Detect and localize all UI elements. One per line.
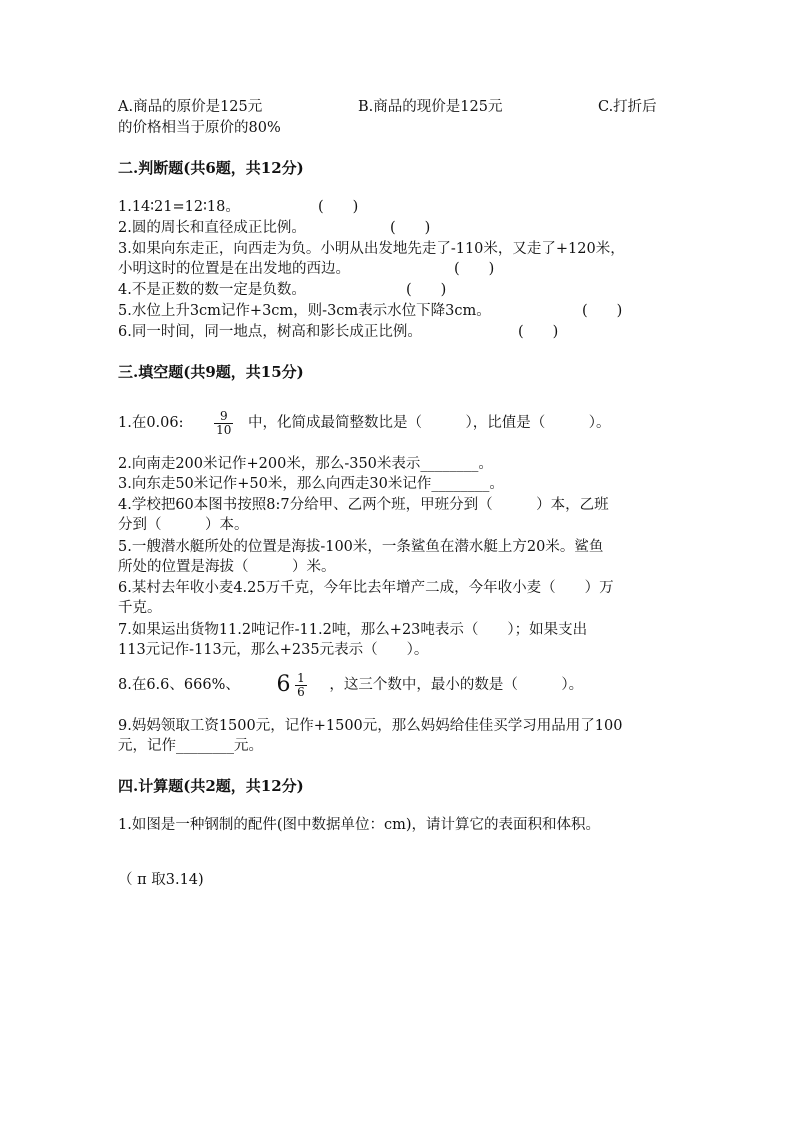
fill-q7-line2: 113元记作-113元，那么+235元表示（ ）。: [118, 642, 429, 658]
fill-q4-line1: 4.学校把60本图书按照8:7分给甲、乙两个班，甲班分到（ ）本，乙班: [118, 497, 609, 513]
fill-q5-line2: 所处的位置是海拔（ ）米。: [118, 559, 336, 575]
judge-q6: [118, 322, 559, 342]
fraction-numerator: 9: [219, 408, 228, 423]
fraction-denominator: 10: [216, 422, 232, 437]
judge-q2-answer[interactable]: ( ): [390, 220, 431, 236]
judge-q6-answer[interactable]: ( ): [518, 324, 559, 340]
section-4-title: 四.计算题(共2题，共12分): [118, 777, 304, 795]
fill-q9-line1: 9.妈妈领取工资1500元，记作+1500元，那么妈妈给佳佳买学习用品用了100: [118, 718, 623, 734]
fill-q1: [118, 408, 611, 438]
fill-q6-line1: 6.某村去年收小麦4.25万千克，今年比去年增产二成，今年收小麦（ ）万: [118, 580, 614, 596]
mixed-fraction: [295, 672, 307, 699]
judge-q2-text: 2.圆的周长和直径成正比例。: [118, 220, 306, 236]
fill-q8: [118, 670, 583, 700]
judge-q4-answer[interactable]: ( ): [406, 282, 447, 298]
fill-q5-line1: 5.一艘潜水艇所处的位置是海拔-100米，一条鲨鱼在潜水艇上方20米。鲨鱼: [118, 539, 604, 555]
judge-q1: [118, 197, 359, 217]
mixed-number: [276, 670, 306, 700]
fraction-9-10: [214, 410, 233, 437]
fill-q6-line2: 千克。: [118, 600, 162, 616]
mixed-whole: 6: [276, 672, 291, 697]
fill-q1-post: 中，化简成最简整数比是（ ），比值是（ ）。: [248, 415, 611, 431]
judge-q3-line2: [118, 259, 495, 279]
judge-q6-text: 6.同一时间，同一地点，树高和影长成正比例。: [118, 324, 422, 340]
fill-q7-line1: 7.如果运出货物11.2吨记作-11.2吨，那么+23吨表示（ ）；如果支出: [118, 622, 588, 638]
fill-q1-pre: 1.在0.06:: [118, 415, 184, 431]
judge-q1-answer[interactable]: ( ): [318, 199, 359, 215]
option-c-continued: 的价格相当于原价的80%: [118, 120, 281, 136]
judge-q3-answer[interactable]: ( ): [454, 261, 495, 277]
judge-q4-text: 4.不是正数的数一定是负数。: [118, 282, 306, 298]
judge-q4: [118, 280, 447, 300]
section-3-title: 三.填空题(共9题，共15分): [118, 363, 304, 381]
fill-q3: 3.向东走50米记作+50米，那么向西走30米记作________。: [118, 476, 504, 492]
option-b: B.商品的现价是125元: [358, 99, 503, 115]
fill-q9-line2: 元，记作________元。: [118, 738, 263, 754]
pi-note: （ π 取3.14): [118, 872, 204, 888]
section-2-title: 二.判断题(共6题，共12分): [118, 159, 304, 177]
calc-q1: 1.如图是一种钢制的配件(图中数据单位：cm)，请计算它的表面积和体积。: [118, 817, 601, 833]
mixed-numerator: 1: [297, 670, 305, 685]
judge-q5-answer[interactable]: ( ): [582, 303, 623, 319]
judge-q5: [118, 301, 623, 321]
mixed-denominator: 6: [297, 684, 305, 699]
option-a: A.商品的原价是125元: [118, 99, 263, 115]
fill-q2: 2.向南走200米记作+200米，那么-350米表示________。: [118, 456, 493, 472]
judge-q3-text: 小明这时的位置是在出发地的西边。: [118, 261, 350, 277]
fill-q8-post: ，这三个数中，最小的数是（ ）。: [329, 677, 584, 693]
judge-q3-line1: 3.如果向东走正，向西走为负。小明从出发地先走了-110米，又走了+120米，: [118, 241, 625, 257]
judge-q2: [118, 218, 431, 238]
judge-q1-text: 1.14∶21=12∶18。: [118, 199, 240, 215]
option-c: C.打折后: [598, 99, 657, 115]
judge-q5-text: 5.水位上升3cm记作+3cm，则-3cm表示水位下降3cm。: [118, 303, 491, 319]
fill-q4-line2: 分到（ ）本。: [118, 517, 249, 533]
fill-q8-pre: 8.在6.6、666%、: [118, 677, 240, 693]
